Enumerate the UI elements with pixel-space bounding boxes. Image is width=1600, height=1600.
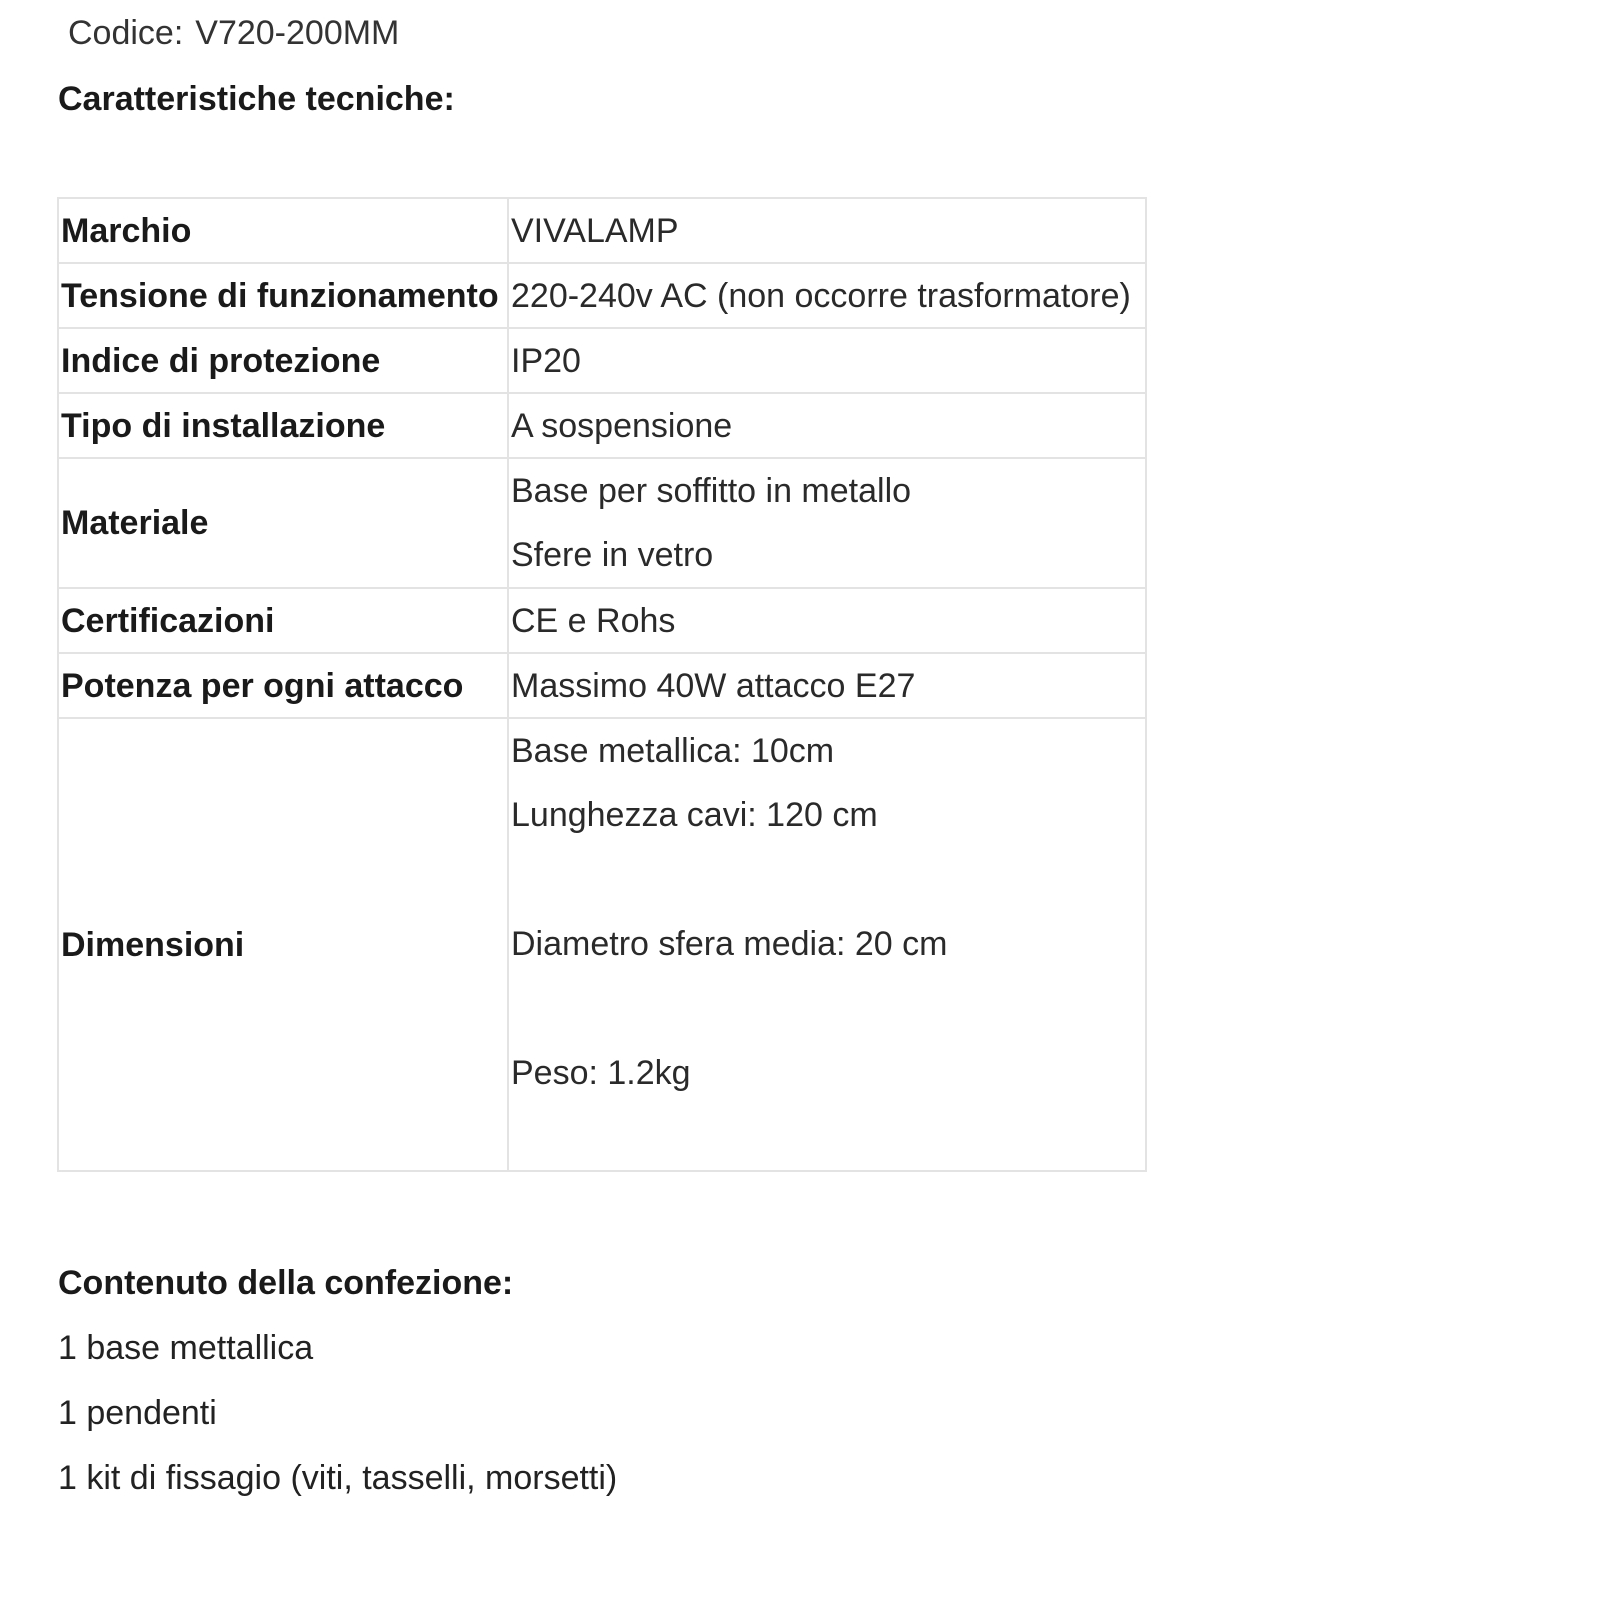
spec-value-line: Diametro sfera media: 20 cm <box>511 925 948 963</box>
list-item: 1 pendenti <box>58 1394 217 1432</box>
spec-value: VIVALAMP <box>508 198 1146 263</box>
list-item: 1 kit di fissagio (viti, tasselli, morsetti) <box>58 1459 618 1497</box>
spec-value: 220-240v AC (non occorre trasformatore) <box>508 263 1146 328</box>
table-row <box>58 653 1146 718</box>
spec-value-line: Base metallica: 10cm <box>511 732 835 770</box>
spec-value: CE e Rohs <box>508 588 1146 653</box>
contents-heading: Contenuto della confezione: <box>58 1264 514 1302</box>
spacer <box>511 976 1143 1041</box>
spec-value: IP20 <box>508 328 1146 393</box>
product-code-value: V720-200MM <box>195 14 400 52</box>
table-row <box>58 198 1146 263</box>
spec-value: Massimo 40W attacco E27 <box>508 653 1146 718</box>
spec-label: Dimensioni <box>58 718 508 1171</box>
spec-label: Certificazioni <box>58 588 508 653</box>
spec-value-line: Lunghezza cavi: 120 cm <box>511 796 878 834</box>
table-row <box>58 588 1146 653</box>
table-row <box>58 458 1146 588</box>
spec-value <box>508 458 1146 588</box>
spec-value: A sospensione <box>508 393 1146 458</box>
spec-value <box>508 718 1146 1171</box>
spec-value-line: Peso: 1.2kg <box>511 1054 691 1092</box>
spacer <box>511 1105 1143 1170</box>
table-row <box>58 328 1146 393</box>
specs-heading: Caratteristiche tecniche: <box>58 80 455 118</box>
spec-value-line: Base per soffitto in metallo <box>511 472 912 510</box>
product-code-label: Codice: <box>68 14 184 52</box>
table-row <box>58 718 1146 1171</box>
table-row <box>58 263 1146 328</box>
spec-label: Potenza per ogni attacco <box>58 653 508 718</box>
list-item: 1 base mettallica <box>58 1329 314 1367</box>
spec-label: Indice di protezione <box>58 328 508 393</box>
product-code <box>68 14 399 53</box>
specs-table <box>57 197 1147 1172</box>
spacer <box>511 847 1143 912</box>
package-contents-list <box>58 1326 617 1521</box>
spec-value-line: Sfere in vetro <box>511 536 714 574</box>
spec-label: Marchio <box>58 198 508 263</box>
spec-label: Tipo di installazione <box>58 393 508 458</box>
spec-label: Tensione di funzionamento <box>58 263 508 328</box>
spec-label: Materiale <box>58 458 508 588</box>
table-row <box>58 393 1146 458</box>
